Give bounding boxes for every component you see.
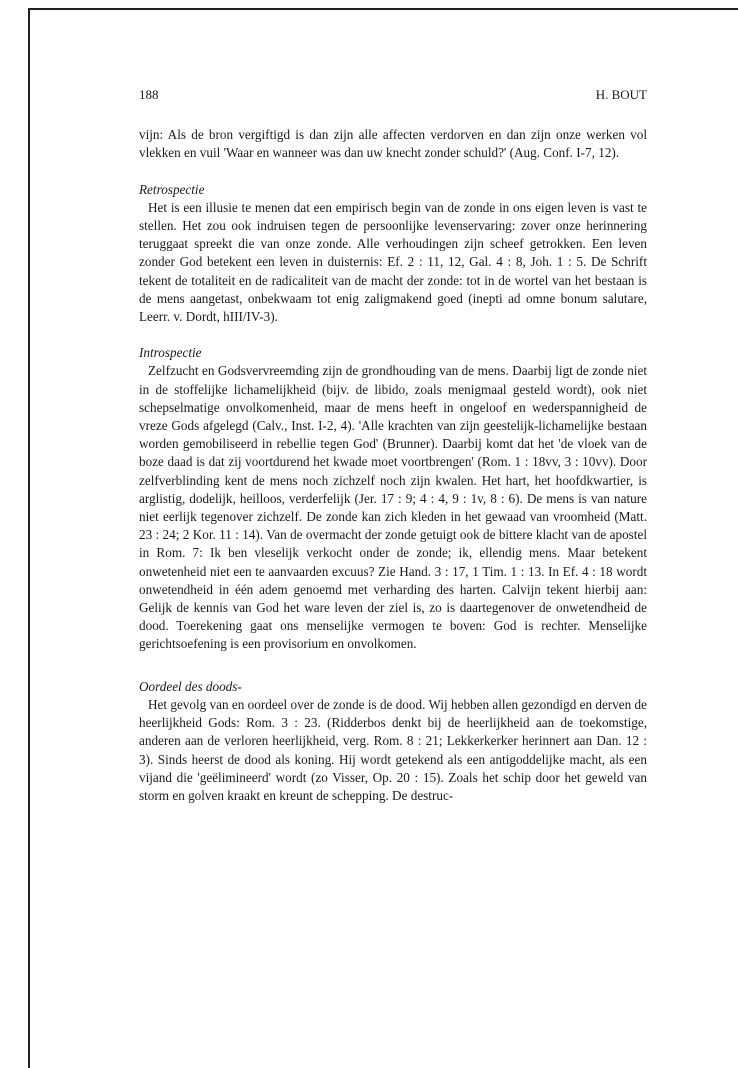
paragraph-oordeel: Het gevolg van en oordeel over de zonde is de dood. Wij hebben allen gezondigd en derven de heerlijkheid Gods: Rom. 3 : 23. (Ridderbos denkt bij de heerlijkheid aan de toekomstige, anderen aan de verloren heerlijkheid, verg. Rom. 8 : 21; Lekkerkerker herinnert aan Dan. 12 : 3). Sinds heerst de dood als koning. Hij wordt getekend als een antigoddelijke macht, als een vijand die 'geëlimineerd' wordt (zo Visser, Op. 20 : 15). Zoals het schip door het geweld van storm en golven kraakt en kreunt de schepping. De destruc- xyxy=(139,696,647,803)
page-header xyxy=(139,86,647,104)
scan-edge-left xyxy=(28,8,30,1068)
section-heading-oordeel: Oordeel des doods- xyxy=(139,678,242,694)
paragraph-introspectie: Zelfzucht en Godsvervreemding zijn de grondhouding van de mens. Daarbij ligt de zonde niet in de stoffelijke lichamelijkheid (bijv. de libido, zoals menigmaal gesteld wordt), ook niet schepselmatige onvolkomenheid, maar de mens heeft in ongeloof en wederspannigheid de vreze Gods afgelegd (Calv., Inst. I-2, 4). 'Alle krachten van zijn geestelijk-lichamelijke bestaan worden gemobiliseerd in rebellie tegen God' (Brunner). Daarbij komt dat het 'de vloek van de boze daad is dat zij voortdurend het kwade moet voortbrengen' (Rom. 1 : 18vv, 3 : 10vv). Door zelfverblinding kent de mens noch zichzelf noch zijn kwalen. Het hart, het hoofdkwartier, is arglistig, dodelijk, heilloos, verderfelijk (Jer. 17 : 9; 4 : 4, 9 : 1v, 8 : 6). De mens is van nature niet eerlijk tegenover zichzelf. De zonde kan zich kleden in het gewaad van vroomheid (Matt. 23 : 24; 2 Kor. 11 : 14). Van de overmacht der zonde getuigt ook de bittere klacht van de apostel in Rom. 7: Ik ben vleselijk verkocht onder de zonde; ik, ellendig mens. Maar betekent onwetenheid niet een te aanvaarden excuus? Zie Hand. 3 : 17, 1 Tim. 1 : 13. In Ef. 4 : 18 wordt onwetendheid in één adem genoemd met verharding des harten. Calvijn tekent hierbij aan: Gelijk de kennis van God het ware leven der ziel is, zo is daartegenover de onwetendheid de dood. Toerekening gaat ons menselijke vermogen te boven: God is rechter. Menselijke gerichtsoefening is een provisorium en onvolkomen. xyxy=(139,363,647,652)
scan-edge-top xyxy=(28,8,738,10)
paragraph-retrospectie: Het is een illusie te menen dat een empirisch begin van de zonde in ons eigen leven is vast te stellen. Het zou ook indruisen tegen de persoonlijke levenservaring: zover onze herinnering teruggaat spreekt die van onze zonde. Alle verhoudingen zijn scheef getrokken. Een leven zonder God betekent een leven in duisternis: Ef. 2 : 11, 12, Gal. 4 : 8, Joh. 1 : 5. De Schrift tekent de totaliteit en de radicaliteit van de macht der zonde: tot in de wortel van het bestaan is de mens aangetast, onbekwaam tot enig zaligmakend goed (inepti ad omne bonum salutare, Leerr. v. Dordt, hIII/IV-3). xyxy=(139,199,647,325)
section-heading-introspectie: Introspectie xyxy=(139,345,202,361)
running-head: H. BOUT xyxy=(595,87,647,102)
paragraph-continuation: vijn: Als de bron vergiftigd is dan zijn alle affecten verdorven en dan zijn onze werken vol vlekken en vuil 'Waar en wanneer was dan uw knecht zonder schuld?' (Aug. Conf. I-7, 12). xyxy=(139,127,647,161)
page-number: 188 xyxy=(139,87,159,102)
book-page xyxy=(139,86,647,805)
section-heading-retrospectie: Retrospectie xyxy=(139,181,205,197)
